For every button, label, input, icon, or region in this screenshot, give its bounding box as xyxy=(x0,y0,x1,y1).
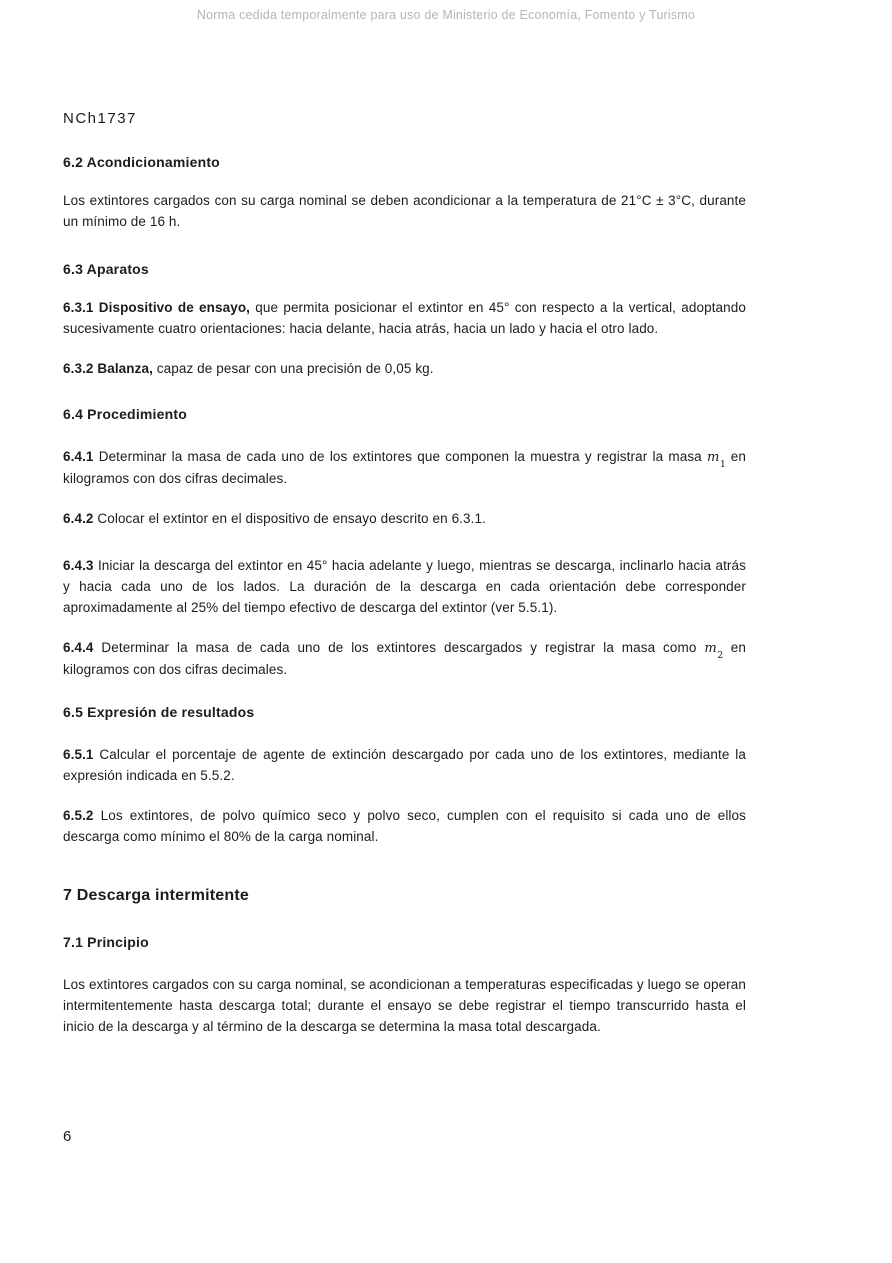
clause-text-6-4-1-before: Determinar la masa de cada uno de los extintores que componen la muestra y registrar la masa xyxy=(93,449,707,464)
clause-text-6-4-3: Iniciar la descarga del extintor en 45° hacia adelante y luego, mientras se descarga, inclinarlo hacia atrás y hacia cada uno de los lados. La duración de la descarga en cada orientación debe corresponder aproximadamente al 25% del tiempo efectivo de descarga del extintor (ver 5.5.1). xyxy=(63,558,746,615)
page-number: 6 xyxy=(63,1128,72,1145)
paragraph-6-4-2 xyxy=(63,508,746,529)
math-var: m xyxy=(704,641,717,656)
clause-text-6-4-4-before: Determinar la masa de cada uno de los extintores descargados y registrar la masa como xyxy=(93,640,705,655)
section-heading-6-2: 6.2 Acondicionamiento xyxy=(63,154,220,170)
paragraph-6-4-1 xyxy=(63,446,746,489)
clause-number-6-3-1: 6.3.1 Dispositivo de ensayo, xyxy=(63,300,251,315)
clause-number-6-4-3: 6.4.3 xyxy=(63,558,94,573)
math-subscript: 2 xyxy=(717,649,724,661)
clause-text-6-4-4-after: en kilogramos con dos cifras decimales. xyxy=(63,640,746,677)
chapter-heading-7: 7 Descarga intermitente xyxy=(63,887,250,904)
math-symbol-m2 xyxy=(704,640,724,661)
math-symbol-m1 xyxy=(706,449,727,470)
clause-number-6-3-2: 6.3.2 Balanza, xyxy=(63,361,153,376)
paragraph-6-5-2 xyxy=(63,805,746,847)
clause-number-6-4-1: 6.4.1 xyxy=(63,449,94,464)
section-heading-6-4: 6.4 Procedimiento xyxy=(63,406,187,422)
paragraph-6-4-3 xyxy=(63,555,746,618)
paragraph-6-2: Los extintores cargados con su carga nominal se deben acondicionar a la temperatura de 21°C ± 3°C, durante un mínimo de 16 h. xyxy=(63,193,746,229)
paragraph-7-1: Los extintores cargados con su carga nominal, se acondicionan a temperaturas especificadas y luego se operan intermitentemente hasta descarga total; durante el ensayo se debe registrar el tiempo transcurrido hasta el inicio de la descarga y al término de la descarga se determina la masa total descargada. xyxy=(63,977,746,1034)
clause-number-6-4-2: 6.4.2 xyxy=(63,511,94,526)
section-heading-6-3: 6.3 Aparatos xyxy=(63,261,149,277)
document-code: NCh1737 xyxy=(63,110,137,127)
math-subscript: 1 xyxy=(719,458,727,470)
page-content xyxy=(63,0,746,1051)
math-var: m xyxy=(706,450,720,465)
paragraph-6-3-1 xyxy=(63,297,746,339)
clause-text-6-3-1: que permita posicionar el extintor en 45° con respecto a la vertical, adoptando sucesivamente cuatro orientaciones: hacia delante, hacia atrás, hacia un lado y hacia el otro lado. xyxy=(63,300,746,336)
paragraph-6-4-4 xyxy=(63,637,746,680)
clause-text-6-3-2: capaz de pesar con una precisión de 0,05 kg. xyxy=(152,361,434,376)
clause-text-6-5-2: Los extintores, de polvo químico seco y polvo seco, cumplen con el requisito si cada uno de ellos descarga como mínimo el 80% de la carga nominal. xyxy=(63,808,746,844)
clause-number-6-4-4: 6.4.4 xyxy=(63,640,94,655)
clause-text-6-4-2: Colocar el extintor en el dispositivo de ensayo descrito en 6.3.1. xyxy=(93,511,486,526)
watermark-text: Norma cedida temporalmente para uso de Ministerio de Economía, Fomento y Turismo xyxy=(196,8,696,22)
section-heading-7-1: 7.1 Principio xyxy=(63,934,149,950)
clause-number-6-5-1: 6.5.1 xyxy=(63,747,94,762)
clause-text-6-5-1: Calcular el porcentaje de agente de extinción descargado por cada uno de los extintores, mediante la expresión indicada en 5.5.2. xyxy=(63,747,746,783)
paragraph-6-5-1 xyxy=(63,744,746,786)
clause-text-6-4-1-after: en kilogramos con dos cifras decimales. xyxy=(63,449,746,486)
clause-number-6-5-2: 6.5.2 xyxy=(63,808,94,823)
paragraph-6-3-2 xyxy=(63,358,746,379)
section-heading-6-5: 6.5 Expresión de resultados xyxy=(63,704,255,720)
